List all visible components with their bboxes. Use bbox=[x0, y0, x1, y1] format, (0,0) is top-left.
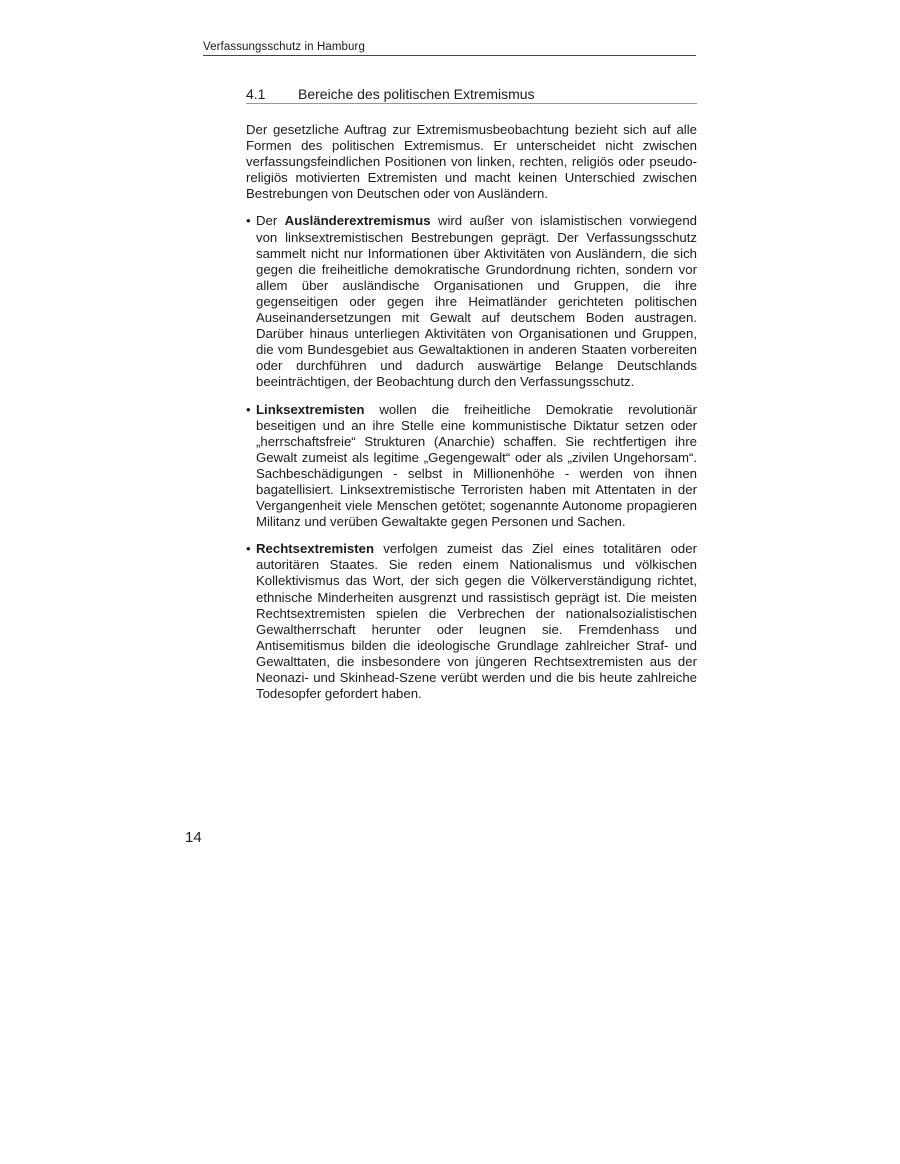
bullet-text: wird außer von islamistischen vorwiegend von linksextremistischen Bestrebungen geprägt. Der Verfassungsschutz sammelt nicht nur Informationen über Aktivitäten von Ausländern, die sich gegen die freiheitliche demokratische Grundordnung richten, sondern vor allem über ausländische Organisationen und Gruppen, die ihre gegenseitigen oder gegen ihre Heimatländer gerichteten politischen Auseinandersetzungen mit Gewalt auf deutschem Boden austragen. Darüber hinaus unterliegen Aktivitäten von Organisationen und Gruppen, die vom Bundesgebiet aus Gewaltaktionen in anderen Staaten vorbereiten oder durchführen und dadurch auswärtige Belange Deutschlands beeinträchtigen, der Beobachtung durch den Verfassungsschutz. bbox=[256, 213, 697, 390]
bullet-prefix: Der bbox=[256, 213, 285, 229]
intro-paragraph: Der gesetzliche Auftrag zur Extremismusbeobachtung bezieht sich auf alle Formen des politischen Extremismus. Er unterscheidet nicht zwischen verfassungsfeindlichen Positionen von linken, rechten, religiös oder pseudo-religiös motivierten Extremisten und macht keinen Unterschied zwischen Bestrebungen von Deutschen oder von Ausländern. bbox=[246, 122, 697, 202]
section-title: Bereiche des politischen Extremismus bbox=[298, 86, 535, 102]
bullet-item-auslaenderextremismus bbox=[246, 213, 697, 390]
bullet-term: Ausländerextremismus bbox=[284, 213, 431, 229]
running-header-title: Verfassungsschutz in Hamburg bbox=[203, 41, 365, 53]
section-heading bbox=[246, 86, 697, 104]
body-text bbox=[246, 122, 697, 713]
bullet-text: wollen die freiheitliche Demokratie revolutionär beseitigen und an ihre Stelle eine kommunistische Diktatur setzen oder „herrschaftsfreie“ Strukturen (Anarchie) schaffen. Sie rechtfertigen ihre Gewalt zumeist als legitime „Gegengewalt“ oder als „zivilen Ungehorsam“. Sachbeschädigungen - selbst in Millionenhöhe - werden von ihnen bagatellisiert. Linksextremistische Terroristen haben mit Attentaten in der Vergangenheit viele Menschen getötet; sogenannte Autonome propagieren Militanz und verüben Gewaltakte gegen Personen und Sachen. bbox=[256, 401, 697, 530]
page-number: 14 bbox=[185, 829, 202, 846]
bullet-item-linksextremisten bbox=[246, 402, 697, 531]
bullet-term: Rechtsextremisten bbox=[256, 541, 375, 557]
bullet-marker: • bbox=[246, 401, 251, 417]
bullet-marker: • bbox=[246, 213, 251, 229]
running-header bbox=[203, 41, 696, 56]
section-number: 4.1 bbox=[246, 86, 266, 102]
bullet-text: verfolgen zumeist das Ziel eines totalitären oder autoritären Staates. Sie reden einem Nationalismus und völkischen Kollektivismus das Wort, der sich gegen die Völkerverständigung richtet, ethnische Minderheiten ausgrenzt und rassistisch geprägt ist. Die meisten Rechtsextremisten spielen die Verbrechen der nationalsozialistischen Gewaltherrschaft herunter oder leugnen sie. Fremdenhass und Antisemitismus bilden die ideologische Grundlage zahlreicher Straf- und Gewalttaten, die insbesondere von jüngeren Rechtsextremisten aus der Neonazi- und Skinhead-Szene verübt werden und die bis heute zahlreiche Todesopfer gefordert haben. bbox=[256, 541, 697, 702]
bullet-term: Linksextremisten bbox=[256, 401, 365, 417]
bullet-item-rechtsextremisten bbox=[246, 541, 697, 702]
bullet-marker: • bbox=[246, 541, 251, 557]
